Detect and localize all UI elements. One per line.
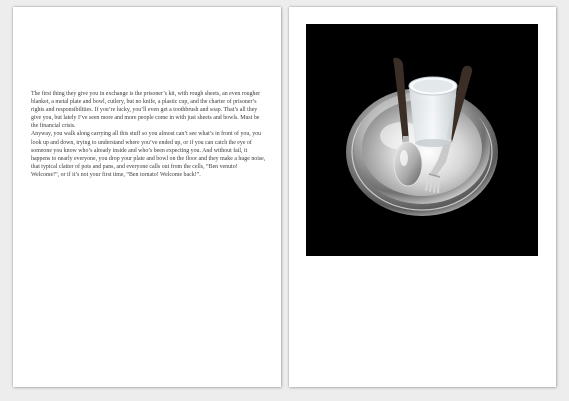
left-page (13, 7, 281, 387)
paragraph-2: Anyway, you walk along carrying all this stuff so you almost can’t see what’s in front of you, you look up and down, trying to understand where you’ve ended up, or if you can catch the eye of someone you know who’s already inside and who’s been expecting you. And without fail, it happens to nearly everyone, you drop your plate and bowl on the floor and they make a huge noise, that typical clatter of pots and pans, and everyone calls out from the cells, “Ben venuto! Welcome!”, or if it’s not your first time, “Ben tornato! Welcome back!”. (31, 131, 266, 178)
paragraph-1: The first thing they give you in exchange is the prisoner’s kit, with rough sheets, an even rougher blanket, a metal plate and bowl, cutlery, but no knife, a plastic cup, and the charter of prisoner’s rights and responsibilities. If you’re lucky, you’ll even get a toothbrush and soap. That’s all they give you, but lately I’ve seen more and more people come in with just sheets and bowls. Must be the financial crisis. (31, 91, 261, 130)
prison-kit-photo (306, 24, 538, 256)
right-page (289, 7, 556, 387)
body-text (31, 90, 267, 179)
plastic-cup (409, 77, 457, 147)
prison-kit-illustration (306, 24, 538, 256)
